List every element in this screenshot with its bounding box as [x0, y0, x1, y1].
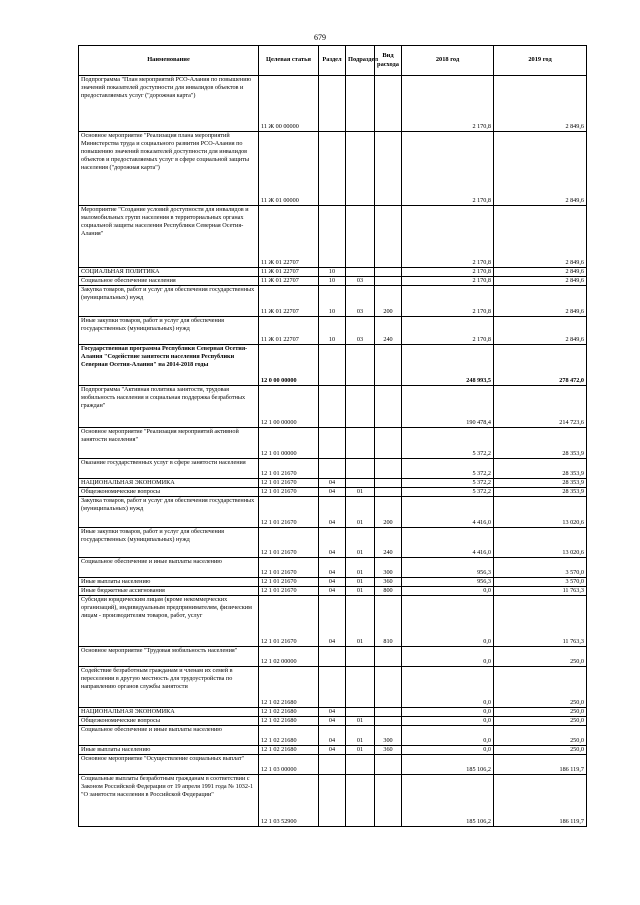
row-target-article-cell: 11 Ж 01 00000	[259, 132, 319, 206]
table-row	[79, 277, 587, 286]
row-section-cell	[319, 206, 346, 268]
row-expense-kind-cell	[375, 459, 402, 479]
row-subsection-cell	[346, 667, 375, 708]
row-name-cell: Субсидии юридическим лицам (кроме некоммерческих организаций), индивидуальным предпринимателям, физическим лицам - производителям товаров, работ, услуг	[79, 596, 259, 647]
row-2019-amount-cell: 3 570,0	[494, 578, 587, 587]
row-target-article-cell: 12 1 01 21670	[259, 479, 319, 488]
row-expense-kind-cell	[375, 386, 402, 428]
budget-table	[78, 45, 587, 827]
row-2019-amount-cell: 28 353,9	[494, 488, 587, 497]
row-subsection-cell: 01	[346, 746, 375, 755]
row-expense-kind-cell	[375, 428, 402, 459]
row-target-article-cell: 11 Ж 01 22707	[259, 206, 319, 268]
row-2018-amount-cell: 4 416,0	[402, 528, 494, 558]
table-row	[79, 596, 587, 647]
row-subsection-cell	[346, 132, 375, 206]
row-subsection-cell	[346, 345, 375, 386]
row-2018-amount-cell: 0,0	[402, 708, 494, 717]
row-section-cell: 04	[319, 578, 346, 587]
row-section-cell: 10	[319, 277, 346, 286]
row-expense-kind-cell	[375, 775, 402, 827]
row-expense-kind-cell	[375, 206, 402, 268]
table-header-row	[79, 46, 587, 76]
row-target-article-cell: 11 Ж 00 00000	[259, 76, 319, 132]
row-subsection-cell	[346, 76, 375, 132]
row-2018-amount-cell: 0,0	[402, 746, 494, 755]
row-target-article-cell: 12 0 00 00000	[259, 345, 319, 386]
row-expense-kind-cell	[375, 479, 402, 488]
row-name-cell: Оказание государственных услуг в сфере занятости населения	[79, 459, 259, 479]
row-section-cell	[319, 667, 346, 708]
table-row	[79, 647, 587, 667]
row-name-cell: Общеэкономические вопросы	[79, 488, 259, 497]
table-row	[79, 286, 587, 317]
row-2018-amount-cell: 2 170,8	[402, 277, 494, 286]
row-2019-amount-cell: 28 353,9	[494, 459, 587, 479]
table-row	[79, 386, 587, 428]
row-2018-amount-cell: 5 372,2	[402, 488, 494, 497]
row-target-article-cell: 11 Ж 01 22707	[259, 277, 319, 286]
row-subsection-cell: 01	[346, 497, 375, 528]
table-row	[79, 132, 587, 206]
row-subsection-cell	[346, 755, 375, 775]
row-section-cell: 04	[319, 746, 346, 755]
row-2018-amount-cell: 0,0	[402, 667, 494, 708]
row-2019-amount-cell: 11 763,3	[494, 587, 587, 596]
row-name-cell: Закупка товаров, работ и услуг для обеспечения государственных (муниципальных) нужд	[79, 497, 259, 528]
row-subsection-cell: 01	[346, 587, 375, 596]
table-row	[79, 755, 587, 775]
row-name-cell: Мероприятие "Создание условий доступности для инвалидов и маломобильных групп населения в территориальных органах социальной защиты населения Республики Северная Осетия-Алания"	[79, 206, 259, 268]
row-target-article-cell: 12 1 02 21680	[259, 746, 319, 755]
row-2019-amount-cell: 13 020,6	[494, 497, 587, 528]
row-target-article-cell: 12 1 03 00000	[259, 755, 319, 775]
header-expense-kind: Вид расхода	[375, 46, 402, 76]
row-expense-kind-cell	[375, 488, 402, 497]
row-subsection-cell	[346, 708, 375, 717]
row-name-cell: НАЦИОНАЛЬНАЯ ЭКОНОМИКА	[79, 708, 259, 717]
row-expense-kind-cell	[375, 268, 402, 277]
table-row	[79, 528, 587, 558]
row-name-cell: Иные выплаты населению	[79, 746, 259, 755]
table-body	[79, 76, 587, 827]
header-subsection: Подраздел	[346, 46, 375, 76]
row-2019-amount-cell: 2 849,6	[494, 76, 587, 132]
row-2018-amount-cell: 5 372,2	[402, 428, 494, 459]
row-section-cell	[319, 755, 346, 775]
row-name-cell: Социальное обеспечение населения	[79, 277, 259, 286]
row-section-cell: 10	[319, 317, 346, 345]
row-expense-kind-cell: 300	[375, 726, 402, 746]
row-2019-amount-cell: 186 119,7	[494, 775, 587, 827]
row-subsection-cell: 01	[346, 726, 375, 746]
row-section-cell: 04	[319, 497, 346, 528]
row-target-article-cell: 12 1 01 21670	[259, 578, 319, 587]
table-row	[79, 268, 587, 277]
row-name-cell: Закупка товаров, работ и услуг для обеспечения государственных (муниципальных) нужд	[79, 286, 259, 317]
row-section-cell: 04	[319, 717, 346, 726]
row-expense-kind-cell: 360	[375, 578, 402, 587]
row-target-article-cell: 12 1 01 21670	[259, 587, 319, 596]
row-name-cell: Подпрограмма "Активная политика занятости, трудовая мобильность населения и социальная поддержка безработных граждан"	[79, 386, 259, 428]
row-expense-kind-cell: 360	[375, 746, 402, 755]
row-2019-amount-cell: 3 570,0	[494, 558, 587, 578]
row-subsection-cell: 01	[346, 488, 375, 497]
row-section-cell: 10	[319, 268, 346, 277]
row-2019-amount-cell: 11 763,3	[494, 596, 587, 647]
row-name-cell: Государственная программа Республики Северная Осетия-Алания "Содействие занятости населения Республики Северная Осетия-Алания" на 2014-2018 годы	[79, 345, 259, 386]
row-name-cell: Основное мероприятие "Осуществление социальных выплат"	[79, 755, 259, 775]
row-name-cell: Иные выплаты населению	[79, 578, 259, 587]
row-expense-kind-cell: 240	[375, 317, 402, 345]
row-2018-amount-cell: 2 170,8	[402, 286, 494, 317]
row-section-cell: 04	[319, 479, 346, 488]
row-expense-kind-cell: 300	[375, 558, 402, 578]
table-row	[79, 488, 587, 497]
table-row	[79, 206, 587, 268]
row-name-cell: Основное мероприятие "Трудовая мобильность населения"	[79, 647, 259, 667]
row-2018-amount-cell: 0,0	[402, 596, 494, 647]
row-section-cell: 10	[319, 286, 346, 317]
row-2019-amount-cell: 250,0	[494, 746, 587, 755]
row-expense-kind-cell: 800	[375, 587, 402, 596]
row-expense-kind-cell: 200	[375, 286, 402, 317]
row-2018-amount-cell: 190 478,4	[402, 386, 494, 428]
row-expense-kind-cell	[375, 717, 402, 726]
row-2019-amount-cell: 2 849,6	[494, 132, 587, 206]
row-expense-kind-cell: 200	[375, 497, 402, 528]
row-subsection-cell	[346, 206, 375, 268]
row-2019-amount-cell: 2 849,6	[494, 206, 587, 268]
table-row	[79, 345, 587, 386]
row-target-article-cell: 12 1 01 21670	[259, 596, 319, 647]
row-subsection-cell: 03	[346, 317, 375, 345]
table-row	[79, 578, 587, 587]
row-expense-kind-cell	[375, 647, 402, 667]
row-section-cell: 04	[319, 558, 346, 578]
row-section-cell	[319, 647, 346, 667]
row-2018-amount-cell: 956,3	[402, 558, 494, 578]
row-section-cell	[319, 386, 346, 428]
row-2018-amount-cell: 5 372,2	[402, 459, 494, 479]
row-subsection-cell	[346, 268, 375, 277]
row-2018-amount-cell: 185 106,2	[402, 775, 494, 827]
row-2018-amount-cell: 2 170,8	[402, 76, 494, 132]
table-row	[79, 717, 587, 726]
row-2018-amount-cell: 2 170,8	[402, 317, 494, 345]
row-target-article-cell: 12 1 02 21680	[259, 717, 319, 726]
row-target-article-cell: 12 1 01 21670	[259, 497, 319, 528]
row-subsection-cell	[346, 775, 375, 827]
row-2019-amount-cell: 250,0	[494, 647, 587, 667]
row-subsection-cell	[346, 386, 375, 428]
row-2019-amount-cell: 250,0	[494, 667, 587, 708]
table-row	[79, 775, 587, 827]
row-name-cell: Основное мероприятие "Реализация мероприятий активной занятости населения"	[79, 428, 259, 459]
row-target-article-cell: 11 Ж 01 22707	[259, 286, 319, 317]
row-2019-amount-cell: 186 119,7	[494, 755, 587, 775]
row-target-article-cell: 12 1 02 21680	[259, 708, 319, 717]
row-section-cell	[319, 775, 346, 827]
row-target-article-cell: 12 1 01 21670	[259, 558, 319, 578]
row-name-cell: Общеэкономические вопросы	[79, 717, 259, 726]
row-expense-kind-cell	[375, 132, 402, 206]
table-row	[79, 746, 587, 755]
row-2019-amount-cell: 2 849,6	[494, 286, 587, 317]
row-2018-amount-cell: 2 170,8	[402, 206, 494, 268]
header-year-2018: 2018 год	[402, 46, 494, 76]
row-2018-amount-cell: 0,0	[402, 717, 494, 726]
row-subsection-cell: 03	[346, 277, 375, 286]
row-2019-amount-cell: 250,0	[494, 726, 587, 746]
row-target-article-cell: 11 Ж 01 22707	[259, 317, 319, 345]
row-section-cell: 04	[319, 587, 346, 596]
table-row	[79, 726, 587, 746]
row-name-cell: Иные закупки товаров, работ и услуг для обеспечения государственных (муниципальных) нужд	[79, 528, 259, 558]
row-2019-amount-cell: 214 723,6	[494, 386, 587, 428]
table-row	[79, 76, 587, 132]
row-section-cell	[319, 76, 346, 132]
row-expense-kind-cell	[375, 345, 402, 386]
row-section-cell: 04	[319, 488, 346, 497]
row-target-article-cell: 12 1 01 21670	[259, 488, 319, 497]
row-target-article-cell: 12 1 02 21680	[259, 726, 319, 746]
row-2019-amount-cell: 250,0	[494, 717, 587, 726]
row-subsection-cell: 01	[346, 528, 375, 558]
row-expense-kind-cell	[375, 667, 402, 708]
row-2019-amount-cell: 250,0	[494, 708, 587, 717]
row-expense-kind-cell	[375, 708, 402, 717]
row-2018-amount-cell: 5 372,2	[402, 479, 494, 488]
row-subsection-cell: 01	[346, 596, 375, 647]
row-name-cell: НАЦИОНАЛЬНАЯ ЭКОНОМИКА	[79, 479, 259, 488]
table-row	[79, 587, 587, 596]
row-section-cell	[319, 459, 346, 479]
row-subsection-cell: 01	[346, 717, 375, 726]
row-name-cell: Социальное обеспечение и иные выплаты населению	[79, 558, 259, 578]
row-expense-kind-cell	[375, 76, 402, 132]
row-name-cell: Социальное обеспечение и иные выплаты населению	[79, 726, 259, 746]
row-name-cell: СОЦИАЛЬНАЯ ПОЛИТИКА	[79, 268, 259, 277]
row-2019-amount-cell: 28 353,9	[494, 428, 587, 459]
row-expense-kind-cell	[375, 755, 402, 775]
row-2018-amount-cell: 2 170,8	[402, 132, 494, 206]
row-section-cell	[319, 132, 346, 206]
table-row	[79, 708, 587, 717]
row-2018-amount-cell: 248 993,5	[402, 345, 494, 386]
header-year-2019: 2019 год	[494, 46, 587, 76]
row-2019-amount-cell: 13 020,6	[494, 528, 587, 558]
row-target-article-cell: 12 1 01 00000	[259, 428, 319, 459]
row-name-cell: Социальные выплаты безработным гражданам в соответствии с Законом Российской Федерации от 19 апреля 1991 года № 1032-1 "О занятости населения в Российской Федерации"	[79, 775, 259, 827]
row-2018-amount-cell: 0,0	[402, 647, 494, 667]
header-name: Наименование	[79, 46, 259, 76]
table-row	[79, 459, 587, 479]
row-name-cell: Иные бюджетные ассигнования	[79, 587, 259, 596]
row-subsection-cell: 03	[346, 286, 375, 317]
row-name-cell: Содействие безработным гражданам и членам их семей в переселении в другую местность для трудоустройства по направлению органов службы занятости	[79, 667, 259, 708]
table-row	[79, 317, 587, 345]
row-section-cell: 04	[319, 708, 346, 717]
row-section-cell	[319, 428, 346, 459]
table-row	[79, 497, 587, 528]
row-target-article-cell: 12 1 01 21670	[259, 459, 319, 479]
row-2019-amount-cell: 278 472,0	[494, 345, 587, 386]
row-name-cell: Иные закупки товаров, работ и услуг для обеспечения государственных (муниципальных) нужд	[79, 317, 259, 345]
header-target-article: Целевая статья	[259, 46, 319, 76]
row-target-article-cell: 11 Ж 01 22707	[259, 268, 319, 277]
row-2018-amount-cell: 4 416,0	[402, 497, 494, 528]
table-row	[79, 558, 587, 578]
row-name-cell: Подпрограмма "План мероприятий РСО-Алания по повышению значений показателей доступности для инвалидов объектов и предоставляемых услуг ("дорожная карта")	[79, 76, 259, 132]
row-section-cell: 04	[319, 596, 346, 647]
row-section-cell	[319, 345, 346, 386]
row-2018-amount-cell: 2 170,8	[402, 268, 494, 277]
row-target-article-cell: 12 1 02 21680	[259, 667, 319, 708]
row-2018-amount-cell: 185 106,2	[402, 755, 494, 775]
row-2019-amount-cell: 28 353,9	[494, 479, 587, 488]
row-subsection-cell	[346, 479, 375, 488]
row-subsection-cell	[346, 428, 375, 459]
row-section-cell: 04	[319, 528, 346, 558]
row-section-cell: 04	[319, 726, 346, 746]
row-target-article-cell: 12 1 02 00000	[259, 647, 319, 667]
row-target-article-cell: 12 1 00 00000	[259, 386, 319, 428]
row-target-article-cell: 12 1 03 52900	[259, 775, 319, 827]
row-subsection-cell: 01	[346, 578, 375, 587]
table-row	[79, 667, 587, 708]
row-name-cell: Основное мероприятие "Реализация плана мероприятий Министерства труда и социального развития РСО-Алания по повышению значений показателей доступности для инвалидов объектов и предоставляемых услуг в сфере социальной защиты населения ("дорожная карта")	[79, 132, 259, 206]
row-subsection-cell: 01	[346, 558, 375, 578]
page-number: 679	[314, 33, 326, 42]
table-row	[79, 479, 587, 488]
row-subsection-cell	[346, 647, 375, 667]
row-2019-amount-cell: 2 849,6	[494, 277, 587, 286]
header-section: Раздел	[319, 46, 346, 76]
row-target-article-cell: 12 1 01 21670	[259, 528, 319, 558]
row-2018-amount-cell: 0,0	[402, 587, 494, 596]
table-row	[79, 428, 587, 459]
row-2019-amount-cell: 2 849,6	[494, 317, 587, 345]
row-expense-kind-cell: 240	[375, 528, 402, 558]
row-2018-amount-cell: 956,3	[402, 578, 494, 587]
row-2019-amount-cell: 2 849,6	[494, 268, 587, 277]
row-expense-kind-cell: 810	[375, 596, 402, 647]
row-subsection-cell	[346, 459, 375, 479]
row-2018-amount-cell: 0,0	[402, 726, 494, 746]
row-expense-kind-cell	[375, 277, 402, 286]
